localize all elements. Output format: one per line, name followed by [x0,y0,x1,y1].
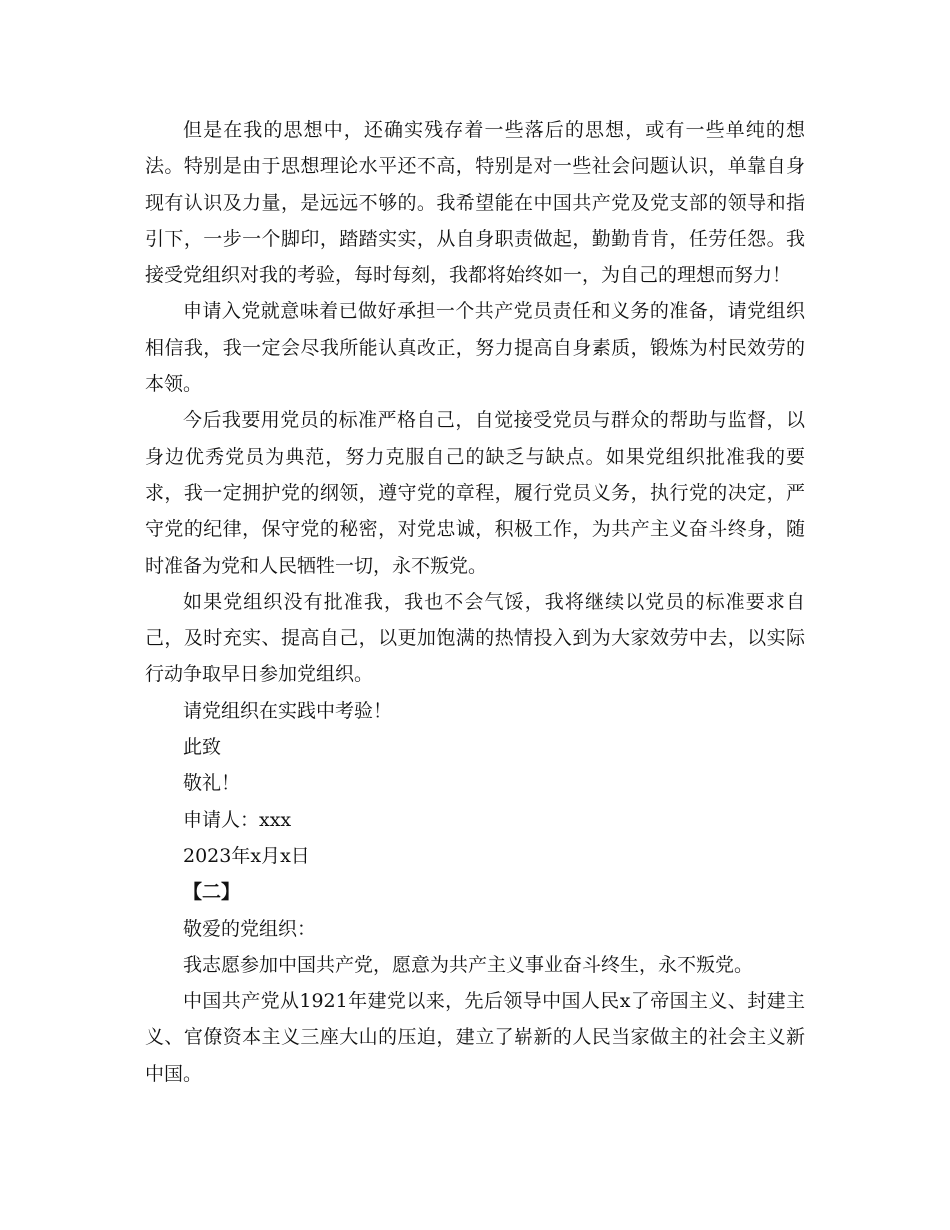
paragraph-volunteer: 我志愿参加中国共产党，愿意为共产主义事业奋斗终生，永不叛党。 [183,953,754,976]
paragraph-application: 申请入党就意味着已做好承担一个共产党员责任和义务的准备，请党组织相信我，我一定会尽我所能认真改正，努力提高自身素质，锻炼为村民效劳的本领。 [145,300,805,396]
closing-jingli: 敬礼！ [183,772,241,795]
paragraph-if-not-approved: 如果党组织没有批准我，我也不会气馁，我将继续以党员的标准要求自己，及时充实、提高自己，以更加饱满的热情投入到为大家效劳中去，以实际行动争取早日参加党组织。 [145,590,805,686]
document-body [145,112,805,1092]
section-heading-two: 【二】 [183,881,241,904]
applicant-line: 申请人：xxx [183,808,292,831]
paragraph-thoughts: 但是在我的思想中，还确实残存着一些落后的思想，或有一些单纯的想法。特别是由于思想理论水平还不高，特别是对一些社会问题认识，单靠自身现有认识及力量，是远远不够的。我希望能在中国共产党及党支部的领导和指引下，一步一个脚印，踏踏实实，从自身职责做起，勤勤肯肯，任劳任怨。我接受党组织对我的考验，每时每刻，我都将始终如一，为自己的理想而努力！ [145,119,805,287]
paragraph-commitment: 今后我要用党员的标准严格自己，自觉接受党员与群众的帮助与监督，以身边优秀党员为典范，努力克服自己的缺乏与缺点。如果党组织批准我的要求，我一定拥护党的纲领，遵守党的章程，履行党员义务，执行党的决定，严守党的纪律，保守党的秘密，对党忠诚，积极工作，为共产主义奋斗终身，随时准备为党和人民牺牲一切，永不叛党。 [145,409,805,577]
closing-cizhi: 此致 [183,736,222,759]
date-line: 2023年x月x日 [183,844,310,867]
paragraph-request-test: 请党组织在实践中考验！ [183,699,393,722]
paragraph-party-history: 中国共产党从1921年建党以来，先后领导中国人民x了帝国主义、封建主义、官僚资本主义三座大山的压迫，建立了崭新的人民当家做主的社会主义新中国。 [145,990,805,1085]
salutation: 敬爱的党组织： [183,917,317,940]
